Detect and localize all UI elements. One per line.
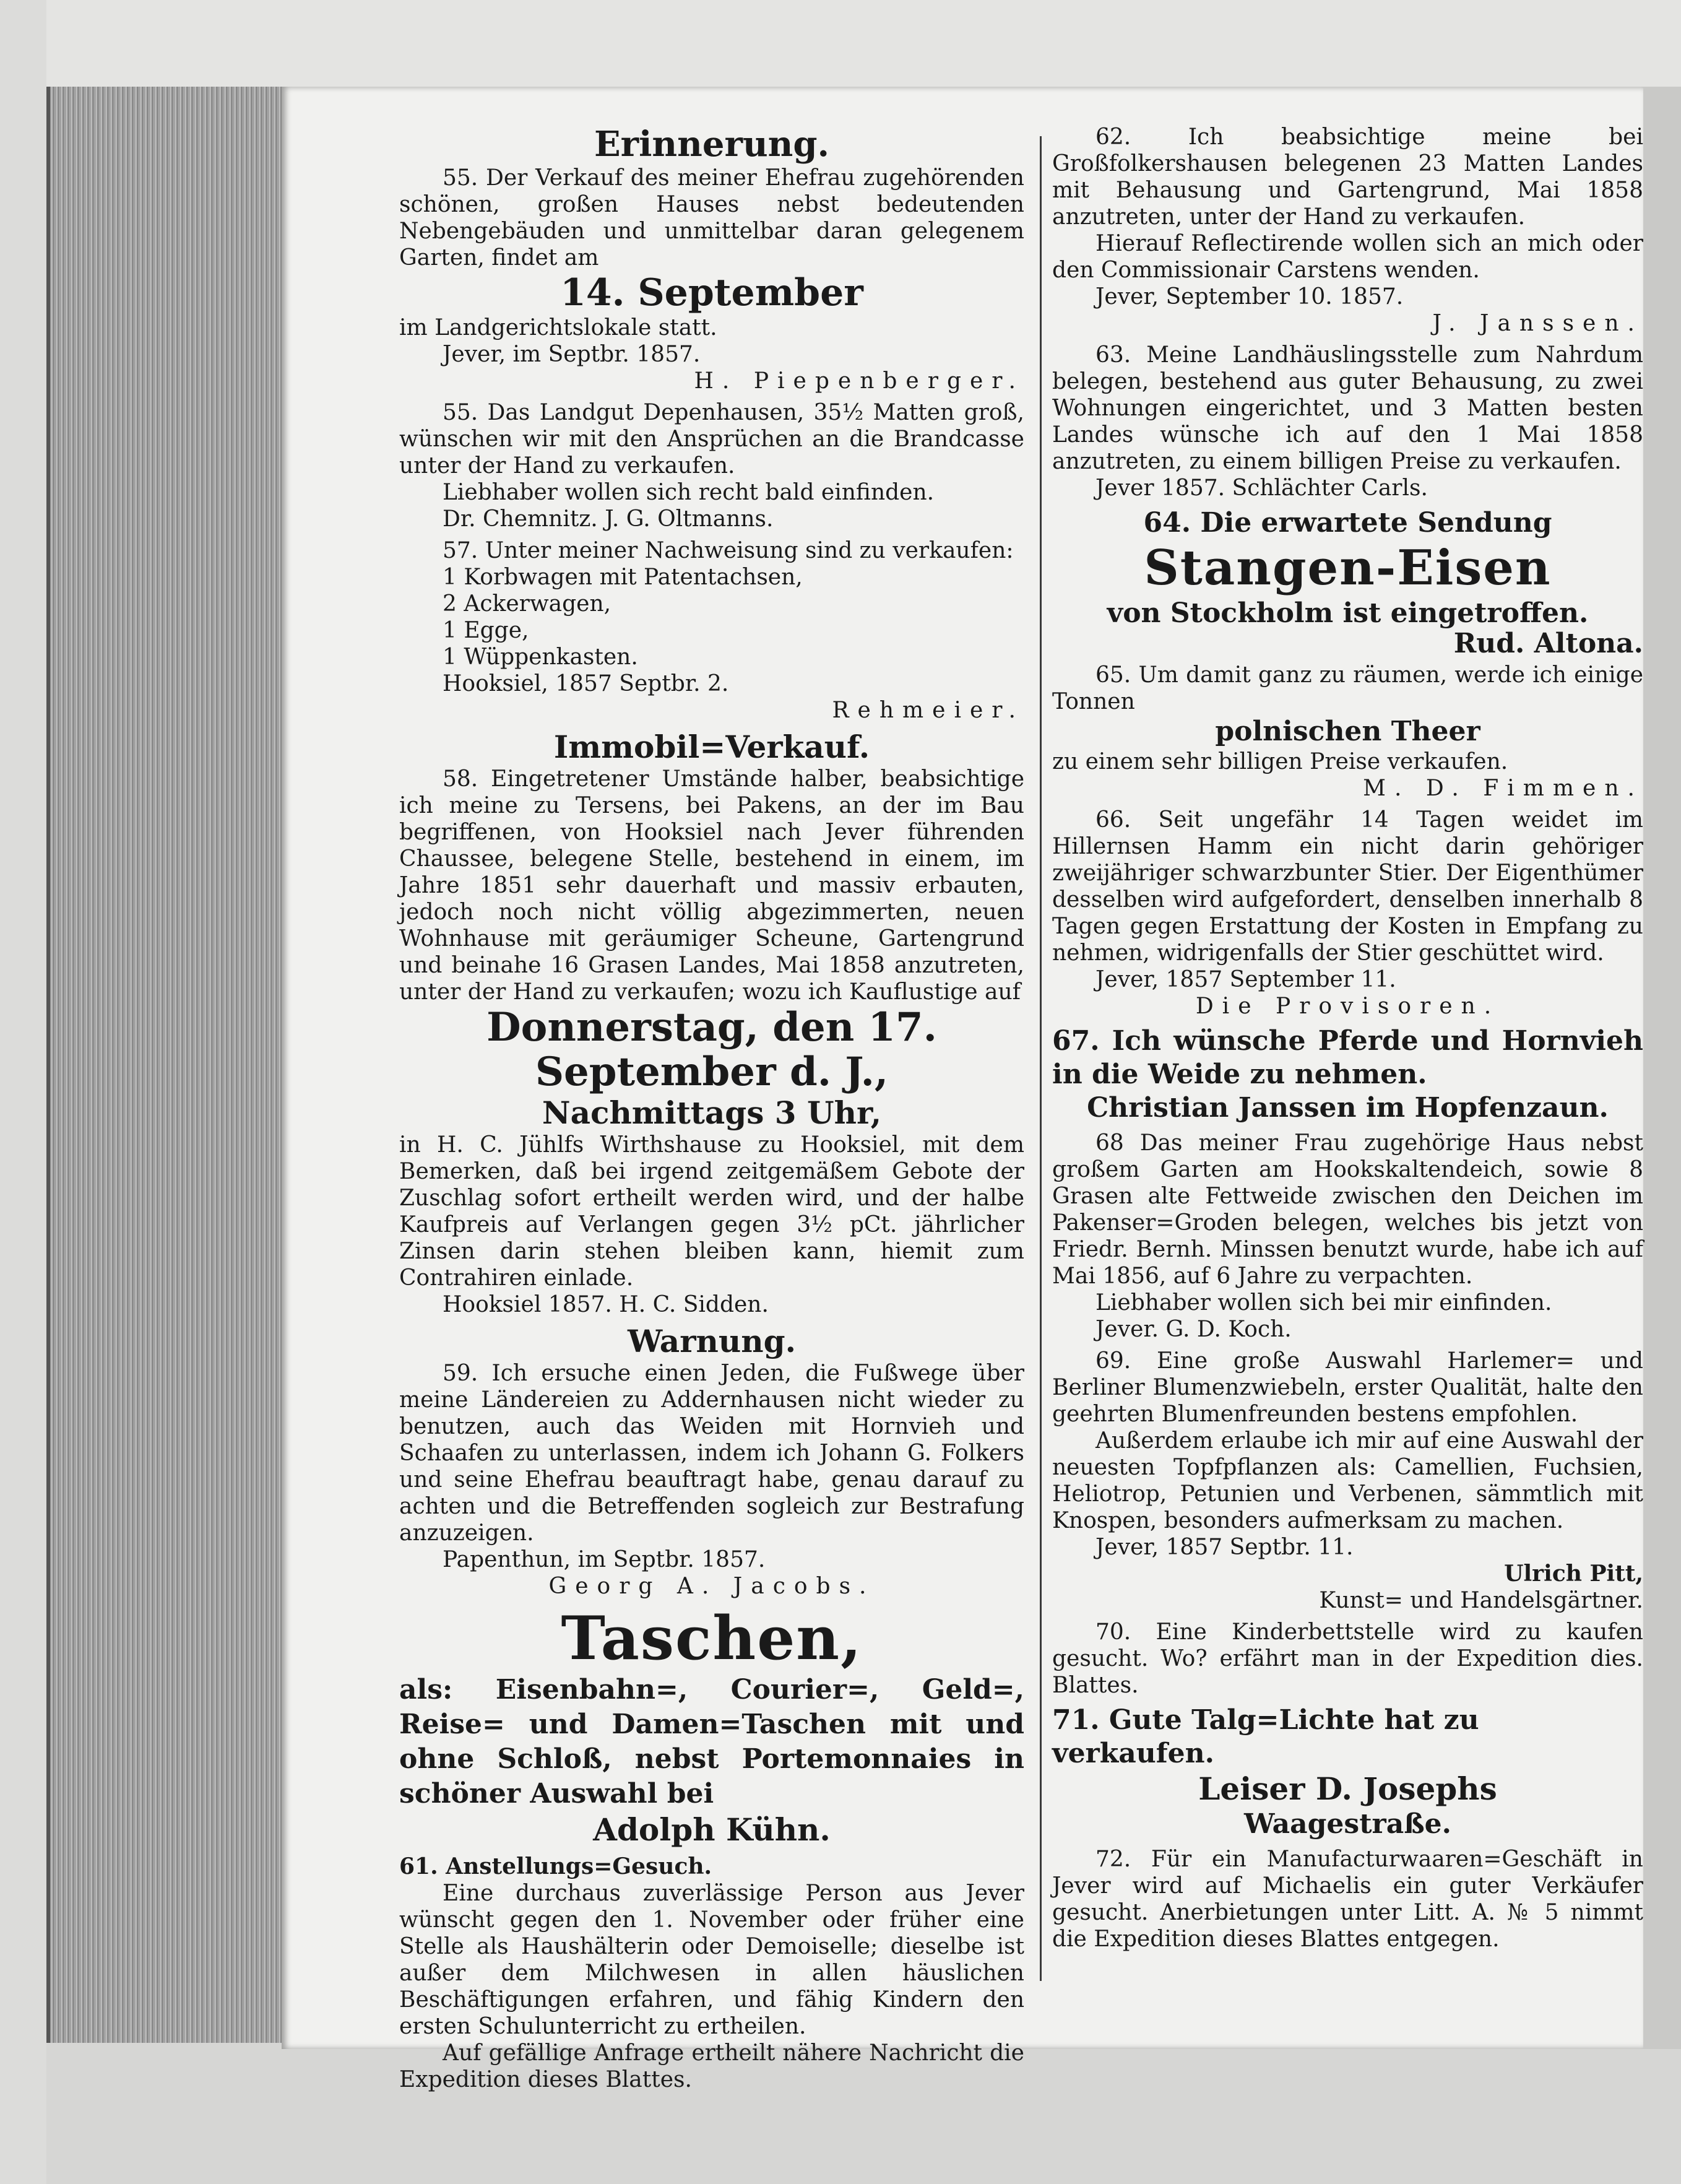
book-page-edges: [46, 87, 285, 2049]
notice-59: 59. Ich ersuche einen Jeden, die Fußwege über meine Ländereien zu Addernhausen nicht wieder zu benutzen, auch das Weiden mit Hornvieh und Schaafen zu unterlassen, indem ich Johann G. Folkers und seine Ehefrau beauftragt habe, genau darauf zu achten und die Betreffenden sogleich zur Bestrafung anzuzeigen.: [399, 1361, 1024, 1546]
heading-immobil-verkauf: Immobil=Verkauf.: [553, 729, 870, 765]
notice-57-signature: Rehmeier.: [832, 698, 1024, 723]
notice-taschen-signature: Adolph Kühn.: [593, 1811, 831, 1848]
notice-55a: 55. Der Verkauf des meiner Ehefrau zugehörenden schönen, großen Hauses nebst bedeutenden Nebengebäuden und unmittelbar daran gelegenem Garten, findet am: [399, 165, 1024, 271]
notice-64-product: Stangen-Eisen: [1144, 540, 1552, 596]
notice-71-signature: Leiser D. Josephs: [1198, 1770, 1497, 1807]
heading-taschen: Taschen,: [561, 1603, 863, 1673]
scan-margin: [0, 0, 46, 2184]
notice-62-dateline: Jever, September 10. 1857.: [1095, 284, 1404, 310]
notice-63: 63. Meine Landhäuslingsstelle zum Nahrdum belegen, bestehend aus guter Behausung, zu zwei Wohnungen eingerichtet, und 3 Matten besten Landes wünsche ich auf den 1 Mai 1858 anzutreten, zu einem billigen Preise zu verkaufen.: [1052, 342, 1643, 474]
notice-65-text: zu einem sehr billigen Preise verkaufen.: [1052, 749, 1508, 774]
notice-55a-dateline: Jever, im Septbr. 1857.: [443, 342, 701, 367]
notice-64-title: 64. Die erwartete Sendung: [1143, 507, 1552, 539]
notice-66: 66. Seit ungefähr 14 Tagen weidet im Hillernsen Hamm ein nicht darin gehöriger zweijähriger schwarzbunter Stier. Der Eigenthümer desselben wird aufgefordert, denselben innerhalb 8 Tagen gegen Erstattung der Kosten in Empfang zu nehmen, widrigenfalls der Stier geschüttet wird.: [1052, 807, 1643, 966]
notice-55b-signature: Dr. Chemnitz. J. G. Oltmanns.: [443, 506, 774, 532]
notice-58-time: Nachmittags 3 Uhr,: [542, 1094, 882, 1131]
right-column: [1052, 124, 1643, 1952]
notice-57-item: 1 Wüppenkasten.: [443, 644, 638, 670]
heading-warnung: Warnung.: [628, 1323, 796, 1359]
notice-57-item: 1 Korbwagen mit Patentachsen,: [443, 565, 803, 590]
notice-69-signature: Ulrich Pitt,: [1504, 1561, 1643, 1587]
column-rule: [1040, 136, 1042, 1981]
notice-65: 65. Um damit ganz zu räumen, werde ich einige Tonnen: [1052, 662, 1643, 714]
notice-67: 67. Ich wünsche Pferde und Hornvieh in die Weide zu nehmen.: [1052, 1025, 1643, 1090]
notice-66-signature: Die Provisoren.: [1195, 994, 1500, 1019]
notice-71: 71. Gute Talg=Lichte hat zu verkaufen.: [1052, 1704, 1479, 1769]
notice-64-text: von Stockholm ist eingetroffen.: [1107, 597, 1589, 629]
notice-69: 69. Eine große Auswahl Harlemer= und Berliner Blumenzwiebeln, erster Qualität, halte den geehrten Blumenfreunden bestens empfohlen.: [1052, 1348, 1643, 1427]
notice-58-signature: Hooksiel 1857. H. C. Sidden.: [443, 1292, 769, 1317]
notice-66-dateline: Jever, 1857 September 11.: [1095, 967, 1396, 992]
notice-63-signature: Jever 1857. Schlächter Carls.: [1095, 475, 1428, 501]
notice-62-contact: Hierauf Reflectirende wollen sich an mich oder den Commissionair Carstens wenden.: [1052, 231, 1643, 283]
notice-58-date: Donnerstag, den 17. September d. J.,: [486, 1004, 937, 1095]
notice-65-product: polnischen Theer: [1215, 716, 1480, 747]
notice-55a-signature: H. Piepenberger.: [694, 368, 1024, 394]
notice-57-dateline: Hooksiel, 1857 Septbr. 2.: [443, 671, 729, 696]
heading-erinnerung: Erinnerung.: [594, 124, 830, 165]
notice-65-signature: M. D. Fimmen.: [1363, 776, 1643, 801]
notice-55b: 55. Das Landgut Depenhausen, 35½ Matten groß, wünschen wir mit den Ansprüchen an die Brandcasse unter der Hand zu verkaufen.: [399, 400, 1024, 479]
notice-68: 68 Das meiner Frau zugehörige Haus nebst großem Garten am Hookskaltendeich, sowie 8 Grasen alte Fettweide zwischen den Deichen im Pakenser=Groden belegen, welches bis jetzt von Friedr. Bernh. Minssen benutzt wurde, habe ich auf Mai 1856, auf 6 Jahre zu verpachten.: [1052, 1130, 1643, 1289]
notice-68-signature: Jever. G. D. Koch.: [1095, 1317, 1292, 1342]
notice-69-continued: Außerdem erlaube ich mir auf eine Auswahl der neuesten Topfpflanzen als: Camellien, Fuchsien, Heliotrop, Petunien und Verbenen, sämmtlich mit Knospen, besonders aufmerksam zu machen.: [1052, 1428, 1643, 1533]
notice-59-dateline: Papenthun, im Septbr. 1857.: [443, 1547, 766, 1572]
notice-61-contact: Auf gefällige Anfrage ertheilt nähere Nachricht die Expedition dieses Blattes.: [399, 2040, 1024, 2092]
notice-69-dateline: Jever, 1857 Septbr. 11.: [1095, 1535, 1354, 1560]
notice-57: 57. Unter meiner Nachweisung sind zu verkaufen:: [443, 538, 1014, 563]
notice-55a-date: 14. September: [560, 271, 863, 314]
newspaper-page: [282, 87, 1643, 2092]
notice-64-signature: Rud. Altona.: [1453, 628, 1643, 659]
notice-55b-invite: Liebhaber wollen sich recht bald einfinden.: [443, 480, 935, 505]
notice-57-item: 1 Egge,: [443, 618, 529, 643]
notice-62-signature: J. Janssen.: [1432, 311, 1643, 336]
notice-59-signature: Georg A. Jacobs.: [548, 1574, 875, 1599]
notice-71-address: Waagestraße.: [1244, 1808, 1451, 1840]
notice-72: 72. Für ein Manufacturwaaren=Geschäft in Jever wird auf Michaelis ein guter Verkäufer gesucht. Anerbietungen unter Litt. A. № 5 nimmt die Expedition dieses Blattes entgegen.: [1052, 1847, 1643, 1952]
left-column: [399, 124, 1024, 2093]
notice-55a-place: im Landgerichtslokale statt.: [399, 315, 717, 340]
notice-61: Eine durchaus zuverlässige Person aus Jever wünscht gegen den 1. November oder früher eine Stelle als Haushälterin oder Demoiselle; dieselbe ist außer dem Milchwesen in allen häuslichen Beschäftigungen erfahren, und fähig Kindern den ersten Schulunterricht zu ertheilen.: [399, 1881, 1024, 2039]
notice-62: 62. Ich beabsichtige meine bei Großfolkershausen belegenen 23 Matten Landes mit Behausung und Gartengrund, Mai 1858 anzutreten, unter der Hand zu verkaufen.: [1052, 124, 1643, 230]
notice-57-item: 2 Ackerwagen,: [443, 591, 611, 617]
notice-69-profession: Kunst= und Handelsgärtner.: [1319, 1588, 1643, 1613]
notice-67-signature: Christian Janssen im Hopfenzaun.: [1087, 1092, 1609, 1124]
notice-58-continued: in H. C. Jühlfs Wirthshause zu Hooksiel, mit dem Bemerken, daß bei irgend zeitgemäßem Gebote der Zuschlag sofort ertheilt werden wird, und der halbe Kaufpreis auf Verlangen gegen 3½ pCt. jährlicher Zinsen darin stehen bleiben kann, hiemit zum Contrahiren einlade.: [399, 1132, 1024, 1291]
notice-taschen-text: als: Eisenbahn=, Courier=, Geld=, Reise= und Damen=Taschen mit und ohne Schloß, nebst Portemonnaies in schöner Auswahl bei: [399, 1674, 1024, 1809]
notice-68-invite: Liebhaber wollen sich bei mir einfinden.: [1095, 1290, 1552, 1315]
scan-right-margin: [1643, 87, 1681, 2049]
heading-anstellungs-gesuch: 61. Anstellungs=Gesuch.: [399, 1853, 712, 1879]
notice-58: 58. Eingetretener Umstände halber, beabsichtige ich meine zu Tersens, bei Pakens, an der im Bau begriffenen, von Hooksiel nach Jever führenden Chaussee, belegene Stelle, bestehend in einem, im Jahre 1851 sehr dauerhaft und massiv erbauten, jedoch noch nicht völlig abgezimmerten, neuen Wohnhause mit geräumiger Scheune, Gartengrund und beinahe 16 Grasen Landes, Mai 1858 anzutreten, unter der Hand zu verkaufen; wozu ich Kauflustige auf: [399, 766, 1024, 1005]
notice-70: 70. Eine Kinderbettstelle wird zu kaufen gesucht. Wo? erfährt man in der Expedition dies. Blattes.: [1052, 1619, 1643, 1698]
